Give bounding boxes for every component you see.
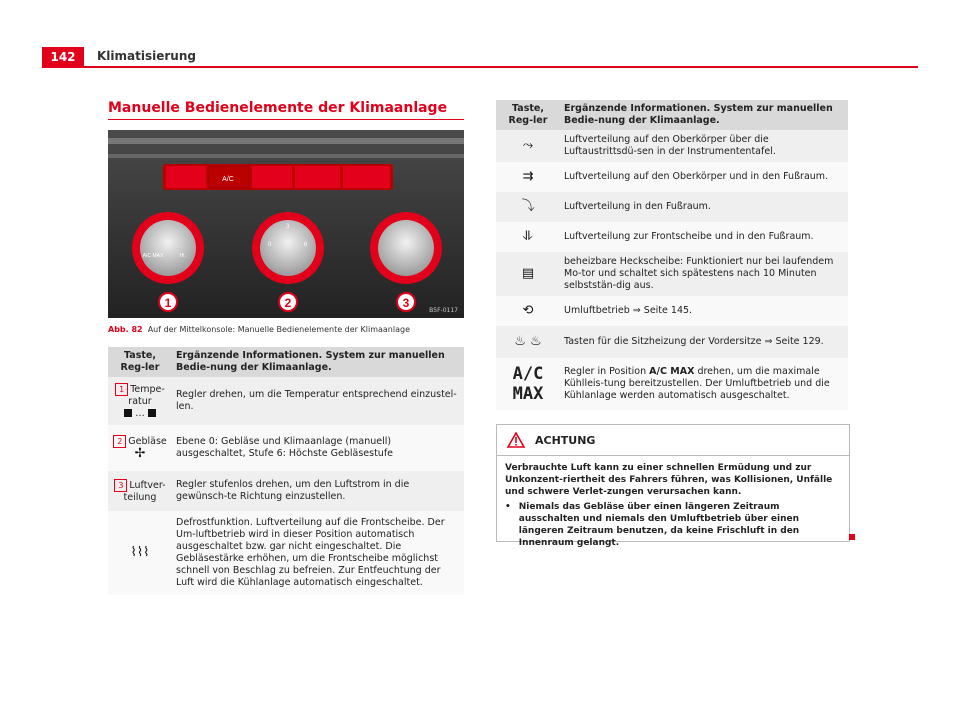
ac-button-label: A/C (222, 176, 234, 183)
row-info: Luftverteilung auf den Oberkörper und in den Fußraum. (560, 162, 848, 192)
row-info-key: A/C MAX (649, 366, 695, 377)
table-row (496, 252, 848, 296)
warning-bullet: Niemals das Gebläse über einen längeren Zeitraum ausschalten und niemals den Umluftbetrieb über einen längeren Zeitraum benutzen, da keine Frischluft in den Innenraum gelangt. (518, 502, 800, 548)
table-row (496, 326, 848, 358)
bullet-icon: • (505, 502, 511, 512)
fan-scale-0: 0 (268, 242, 272, 248)
upper-body-airflow-icon: ⤳ (522, 137, 534, 153)
row-key: Gebläse (128, 436, 167, 447)
row-key: Tempe-ratur (128, 383, 165, 407)
row-number: 3 (114, 479, 127, 492)
climate-panel-illustration (108, 130, 464, 318)
controls-table-right (496, 100, 848, 410)
rear-defrost-button (252, 166, 292, 188)
table-row (108, 511, 464, 595)
figure-caption (108, 325, 410, 334)
row-info: Luftverteilung in den Fußraum. (560, 192, 848, 222)
row-number: 1 (115, 383, 128, 396)
seat-heat-left-button (166, 166, 206, 188)
recirc-button (295, 166, 340, 188)
row-info: Luftverteilung auf den Oberkörper über die Luftaustrittsdü-sen in der Instrumententafel. (560, 130, 848, 162)
table-header-key: Taste, Reg-ler (496, 100, 560, 130)
row-number: 2 (113, 435, 126, 448)
row-info: Umluftbetrieb ⇒ Seite 145. (560, 296, 848, 326)
fan-scale-3: 3 (286, 224, 290, 230)
warning-title: ACHTUNG (535, 433, 596, 447)
section-title: Manuelle Bedienelemente der Klimaanlage (108, 100, 448, 116)
seat-heat-right-button (343, 166, 390, 188)
rear-window-heating-icon: ▤ (521, 265, 535, 281)
row-info: beheizbare Heckscheibe: Funktioniert nur bei laufendem Mo-tor und schaltet sich spätestens nach 10 Minuten selbststän-dig aus. (560, 252, 848, 296)
table-row (496, 192, 848, 222)
fan-scale-6: 6 (304, 242, 308, 248)
climate-control-figure (108, 130, 464, 318)
defrost-icon: ⌇⌇⌇ (130, 544, 150, 560)
row-info: Ebene 0: Gebläse und Klimaanlage (manuell) ausgeschaltet, Stufe 6: Höchste Gebläsestufe (172, 425, 464, 471)
footwell-airflow-icon: ⤵ (521, 198, 535, 214)
seat-heating-icon: ♨ ♨ (514, 333, 542, 349)
table-row (496, 162, 848, 192)
chapter-title: Klimatisierung (97, 49, 196, 63)
row-info: Luftverteilung zur Frontscheibe und in den Fußraum. (560, 222, 848, 252)
row-info-post: drehen, um die maximale Kühlleis-tung bereitzustellen. Der Umluftbetrieb und die Kühlanlage werden automatisch ausgeschaltet. (564, 366, 830, 401)
section-end-mark (849, 534, 855, 540)
page-number: 142 (42, 47, 84, 66)
knob-label-hi: HI (179, 253, 185, 259)
section-rule (108, 119, 464, 120)
table-row (496, 130, 848, 162)
row-info (560, 358, 848, 410)
warning-text: Verbrauchte Luft kann zu einer schnellen Ermüdung und zur Unkonzent-riertheit des Fahrers führen, was Kollisionen, Unfälle und schwere Verlet-zungen verursachen kann. (505, 463, 833, 497)
row-info: Tasten für die Sitzheizung der Vordersitze ⇒ Seite 129. (560, 326, 848, 358)
table-row (108, 425, 464, 471)
row-key: Luftver-teilung (123, 479, 166, 503)
row-info: Regler stufenlos drehen, um den Luftstrom in die gewünsch-te Richtung einzustellen. (172, 471, 464, 511)
caption-text: Auf der Mittelkonsole: Manuelle Bedienelemente der Klimaanlage (147, 325, 410, 334)
fan-icon: ✢ (134, 446, 146, 461)
hot-square-icon (148, 409, 156, 417)
header-rule (42, 66, 918, 68)
caption-label: Abb. 82 (108, 325, 143, 334)
table-row (496, 296, 848, 326)
row-info: Regler drehen, um die Temperatur entsprechend einzustel-len. (172, 377, 464, 425)
table-row (496, 222, 848, 252)
callout-2: 2 (284, 296, 292, 310)
recirculation-icon: ⟲ (522, 302, 534, 318)
windscreen-footwell-airflow-icon: ⥥ (523, 228, 533, 244)
table-row (496, 358, 848, 410)
knob-label-max: A/C MAX (142, 253, 164, 259)
row-key-suffix: … (135, 407, 145, 419)
table-header-key: Taste, Reg-ler (108, 347, 172, 377)
warning-box (496, 424, 850, 548)
table-row (108, 377, 464, 425)
warning-triangle-icon (507, 432, 525, 448)
controls-table-left (108, 347, 464, 595)
table-header-info: Ergänzende Informationen. System zur manuellen Bedie-nung der Klimaanlage. (172, 347, 464, 377)
table-row (108, 471, 464, 511)
callout-3: 3 (402, 296, 410, 310)
ac-max-key: A/C MAX (512, 364, 544, 404)
callout-1: 1 (164, 296, 172, 310)
figure-code: B5F-0117 (429, 307, 458, 314)
row-info-pre: Regler in Position (564, 366, 647, 377)
table-header-info: Ergänzende Informationen. System zur manuellen Bedie-nung der Klimaanlage. (560, 100, 848, 130)
cold-square-icon (124, 409, 132, 417)
upper-body-footwell-airflow-icon: ⇉ (522, 168, 534, 184)
row-info: Defrostfunktion. Luftverteilung auf die Frontscheibe. Der Um-luftbetrieb wird in dieser Position automatisch ausgeschaltet bzw. gar nicht eingeschaltet. Die Gebläsestärke erhöhen, um die Frontscheibe möglichst schnell von Beschlag zu befreien. Zur Entfeuchtung der Luft wird die Kühlanlage automatisch eingeschaltet. (172, 511, 464, 595)
